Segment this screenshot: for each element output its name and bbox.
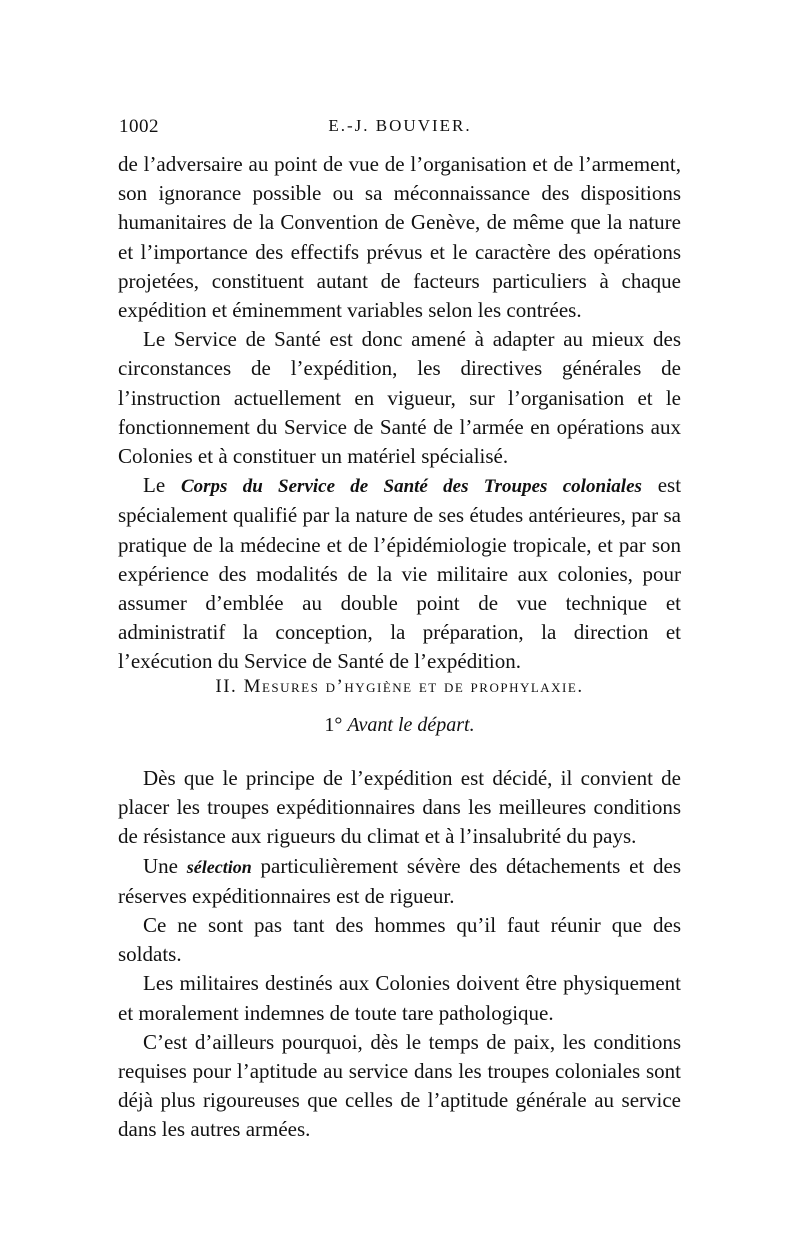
paragraph-text: est spécialement qualifié par la nature de ses études antérieures, par sa pratique de la médecine et de l’épidémiologie tropicale, et par son expérience des modalités de la vie militaire aux colonies, pour assumer d’emblée au double point de vue technique et administratif la conception, la préparation, la direction et l’exécution du Service de Santé de l’expédition.: [118, 473, 682, 674]
paragraph: de l’adversaire au point de vue de l’organisation et de l’armement, son ignorance possible ou sa méconnaissance des dispositions humanitaires de la Convention de Genève, de même que la nature et l’importance des effectifs prévus et le caractère des opérations projetées, constituent autant de facteurs particuliers à chaque expédition et éminemment variables selon les contrées.: [118, 152, 681, 323]
subsection-heading: [118, 714, 681, 737]
paragraph: C’est d’ailleurs pourquoi, dès le temps de paix, les conditions requises pour l’aptitude au service dans les troupes coloniales sont déjà plus rigoureuses que celles de l’aptitude générale au service dans les autres armées.: [118, 1029, 681, 1142]
italic-term: Corps du Service de Santé des Troupes coloniales: [180, 476, 642, 498]
paragraph: Le Service de Santé est donc amené à adapter au mieux des circonstances de l’expédition, les directives générales de l’instruction actuellement en vigueur, sur l’organisation et le fonctionnement du Service de Santé de l’armée en opérations aux Colonies et à constituer un matériel spécialisé.: [118, 327, 681, 469]
paragraph: [118, 471, 681, 676]
italic-term: sélection: [186, 856, 252, 877]
running-head: E.-J. BOUVIER.: [328, 116, 472, 135]
page-number: 1002: [119, 116, 159, 137]
paragraph: Les militaires destinés aux Colonies doivent être physiquement et moralement indemnes de toute tare pathologique.: [118, 971, 681, 1025]
section-numeral: II.: [215, 676, 238, 697]
section-heading: [118, 676, 681, 698]
paragraph: Dès que le principe de l’expédition est décidé, il convient de placer les troupes expéditionnaires dans les meilleures conditions de résistance aux rigueurs du climat et à l’insalubrité du pays.: [118, 766, 681, 849]
paragraph: Ce ne sont pas tant des hommes qu’il faut réunir que des soldats.: [118, 913, 681, 967]
paragraph-text: Une: [143, 853, 178, 878]
page-header: [119, 116, 681, 146]
subsection-number: 1°: [324, 714, 343, 736]
paragraph: [118, 852, 681, 911]
paragraph-text: Le: [143, 473, 166, 498]
paragraph-text: particulièrement sévère des détachements et des réserves expéditionnaires est de rigueur.: [118, 853, 681, 908]
subsection-title: Avant le départ.: [347, 714, 475, 736]
section-1-text: [118, 150, 681, 677]
section-title: Mesures d’hygiène et de prophylaxie.: [243, 676, 584, 697]
section-2-text: [118, 764, 681, 1145]
